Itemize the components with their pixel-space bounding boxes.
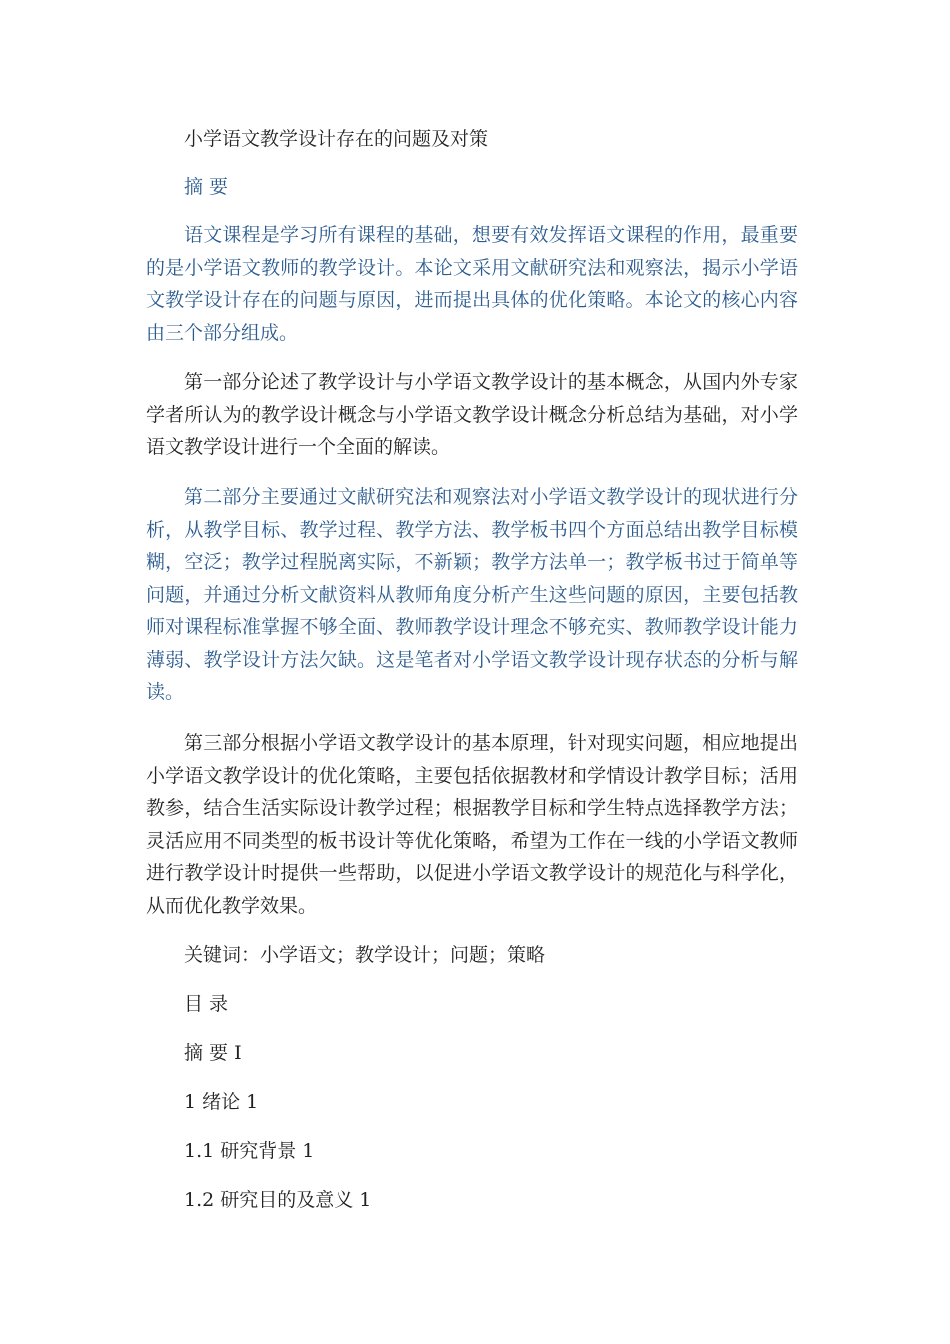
paragraph-text: 第二部分主要通过文献研究法和观察法对小学语文教学设计的现状进行分析，从教学目标、教学过程、教学方法、教学板书四个方面总结出教学目标模糊，空泛；教学过程脱离实际，不新颖；教学方法单一；教学板书过于简单等问题，并通过分析文献资料从教师角度分析产生这些问题的原因，主要包括教师对课程标准掌握不够全面、教师教学设计理念不够充实、教师教学设计能力薄弱、教学设计方法欠缺。这是笔者对小学语文教学设计现存状态的分析与解读。 [146,486,798,703]
abstract-paragraph-4 [146,727,798,922]
paragraph-text: 语文课程是学习所有课程的基础，想要有效发挥语文课程的作用，最重要的是小学语文教师的教学设计。本论文采用文献研究法和观察法，揭示小学语文教学设计存在的问题与原因，进而提出具体的优化策略。本论文的核心内容由三个部分组成。 [146,224,798,344]
paragraph-text: 第一部分论述了教学设计与小学语文教学设计的基本概念，从国内外专家学者所认为的教学设计概念与小学语文教学设计概念分析总结为基础，对小学语文教学设计进行一个全面的解读。 [146,371,798,458]
toc-heading: 目 录 [184,993,229,1015]
abstract-heading: 摘 要 [184,176,229,198]
keywords-line: 关键词：小学语文；教学设计；问题；策略 [184,944,546,966]
toc-entry: 1.2 研究目的及意义 1 [184,1189,372,1211]
toc-entry: 1 绪论 1 [184,1091,259,1113]
abstract-paragraph-2 [146,366,798,464]
abstract-paragraph-3 [146,481,798,709]
document-title: 小学语文教学设计存在的问题及对策 [184,128,489,150]
toc-entry: 1.1 研究背景 1 [184,1140,315,1162]
abstract-paragraph-1 [146,219,798,349]
paragraph-text: 第三部分根据小学语文教学设计的基本原理，针对现实问题，相应地提出小学语文教学设计的优化策略，主要包括依据教材和学情设计教学目标；活用教参，结合生活实际设计教学过程；根据教学目标和学生特点选择教学方法；灵活应用不同类型的板书设计等优化策略，希望为工作在一线的小学语文教师进行教学设计时提供一些帮助，以促进小学语文教学设计的规范化与科学化，从而优化教学效果。 [146,732,798,917]
toc-entry: 摘 要 I [184,1042,242,1064]
